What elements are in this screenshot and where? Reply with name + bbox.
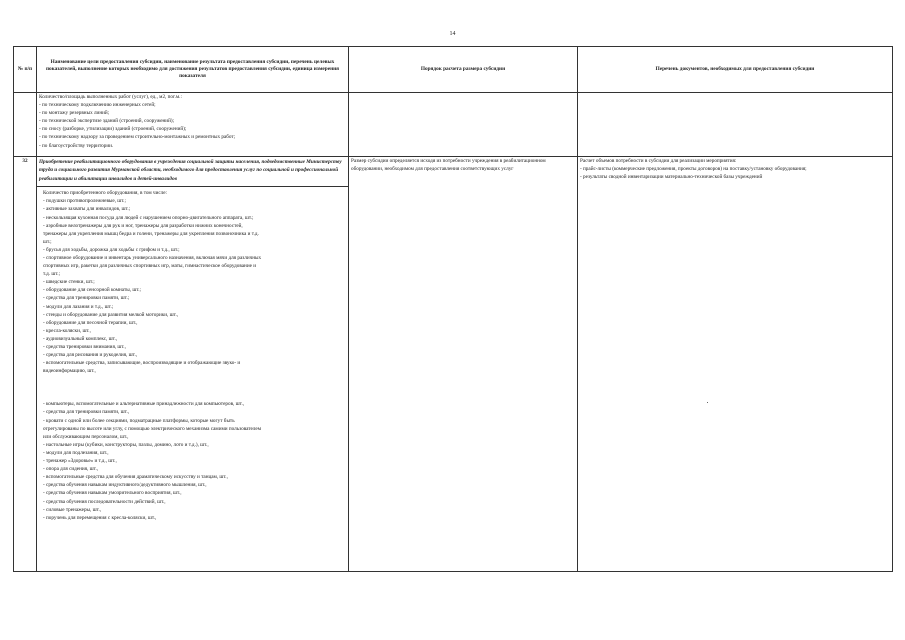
list-item: - средства для тренировки памяти, шт.;: [43, 295, 130, 302]
list-item: - по технической экспертизе зданий (строений, сооружений);: [39, 118, 175, 125]
list-item: - вспомогательные средства для обучения драматическому искусству и танцам, шт.,: [43, 474, 228, 481]
list-item: - брусья для ходьбы, дорожка для ходьбы с грифом и т.д., шт.;: [43, 246, 180, 253]
list-item: - тренажер «Здоровье» и т.д., шт.,: [43, 458, 117, 465]
list-item: - по сносу (разборке, утилизации) зданий (строений, сооружений);: [39, 126, 187, 133]
list-item: - вспомогательные средства, записывающие, воспроизводящие и отображающие звуко- и: [43, 360, 241, 367]
list-item: - оборудование для сенсорной комнаты, шт.;: [43, 287, 141, 294]
list-item: - шведские стенки, шт.;: [43, 279, 95, 286]
list-item: - средства для рисования и рукоделия, шт.,: [43, 352, 138, 359]
list-item: - опора для сидения, шт.,: [43, 466, 99, 473]
list-item: - средства обучения навыкам умозрительного восприятия, шт.,: [43, 490, 182, 497]
list-item: - кровати с одной или более секциями, подматрацные платформы, которые могут быть: [43, 417, 235, 424]
list-item: - по техническому подключению инженерных сетей;: [39, 102, 156, 109]
list-item: - подушки противопролежневые, шт.;: [43, 198, 126, 205]
cell-calc-empty: [349, 93, 578, 157]
list-item: - настольные игры (кубики, конструкторы, пазлы, домино, лото и т.д.), шт.,: [43, 441, 209, 448]
row32-indicators-a: [37, 187, 348, 375]
table-row-continued: [14, 93, 893, 157]
row32-calc: Размер субсидии определяется исходя из потребности учреждения в реабилитационном оборудовании, необходимом для предоставления соответствующих услуг: [349, 157, 578, 572]
list-item: - активные захваты для инвалидов, шт.;: [43, 206, 131, 213]
list-item: - средства обучения навыкам индуктивного/дедуктивного мышления, шт.,: [43, 482, 207, 489]
list-item: - поручень для перемещения с кресла-коляски, шт.,: [43, 514, 157, 521]
doc-item: - результаты сводной инвентаризации материально-технической базы учреждений: [580, 174, 763, 181]
list-item: - нескользящая кухонная посуда для людей с нарушением опорно-двигательного аппарата, шт.;: [43, 214, 254, 221]
list-item: - аудиовизуальный комплекс, шт.,: [43, 335, 118, 342]
list-item: т.д. шт.;: [43, 271, 61, 278]
row32-goal: Приобретение реабилитационного оборудования в учреждения социальной защиты населения, подведомственные Министерству труда и социального развития Мурманской области, необходимого для предоставления услуг по социальной и профессиональной реабилитации и абилитации инвалидов и детей-инвалидов: [39, 159, 342, 182]
list-item: - модули для лазания и т.д., шт.;: [43, 303, 114, 310]
list-item: Количество приобретенного оборудования, в том числе:: [43, 190, 167, 197]
row32-goal-cell: [37, 157, 349, 572]
list-item: - средства для тренировки памяти, шт.,: [43, 409, 130, 416]
header-calc: Порядок расчета размера субсидии: [349, 47, 578, 93]
list-item: - по благоустройству территории.: [39, 142, 114, 149]
list-item: - аэробные велотренажеры для рук и ног, тренажеры для разработки нижних конечностей,: [43, 222, 243, 229]
scan-speck: [707, 402, 708, 403]
list-item: - силовые тренажеры, шт.,: [43, 506, 102, 513]
doc-item: Расчет объемов потребности в субсидии для реализации мероприятия:: [580, 158, 737, 164]
list-item: - спортивное оборудование и инвентарь универсального назначения, включая мячи для различных: [43, 254, 262, 261]
header-number: № п/п: [14, 47, 37, 93]
table-row-32: [14, 157, 893, 572]
list-item: шт.;: [43, 238, 52, 245]
table-header-row: [14, 47, 893, 93]
list-item: видеоинформацию, шт.,: [43, 368, 96, 375]
header-docs: Перечень документов, необходимых для предоставления субсидии: [578, 47, 893, 93]
list-item: - по монтажу резервных линий;: [39, 110, 110, 117]
cell-docs-empty: [578, 93, 893, 157]
list-item: отрегулированы по высоте или углу, с помощью электрического механизма самими пользователем: [43, 425, 261, 432]
row32-docs-list: [580, 157, 890, 181]
list-item: - оборудование для песочной терапии, шт.,: [43, 319, 138, 326]
list-item: тренажеры для укрепления мышц бедра и голени, тренажеры для укрепления позвоночника и т.д.: [43, 230, 259, 237]
list-item: - модули для подлезания, шт.,: [43, 449, 109, 456]
list-item: - стенды и оборудование для развития мелкой моторики, шт.,: [43, 311, 179, 318]
continued-indicator-list: [39, 93, 346, 150]
row32-docs-cell: [578, 157, 893, 572]
list-item: Количество/площадь выполненных работ (услуг), ед., м2, пог.м.:: [39, 94, 182, 100]
list-item: - средства тренировки внимания, шт.,: [43, 344, 126, 350]
list-item: спортивных игр, ракетки для различных спортивных игр, маты, гимнастическое оборудование и: [43, 263, 256, 270]
row32-number: 32: [14, 157, 37, 572]
cell-continued-indicators: [37, 93, 349, 157]
list-item: - компьютеры, вспомогательные и альтернативные принадлежности для компьютеров, шт.,: [43, 401, 245, 408]
list-item: или обслуживающим персоналом, шт.,: [43, 433, 129, 440]
subsidy-table: [13, 46, 893, 572]
page-number: 14: [449, 31, 456, 37]
list-item: - средства обучения последовательности действий, шт.,: [43, 498, 166, 505]
list-item: - кресла-коляски, шт.,: [43, 327, 91, 334]
doc-item: - прайс-листы (коммерческие предложения, проекты договоров) на поставку/установку оборудования;: [580, 166, 807, 173]
row32-indicators-b: [37, 400, 348, 521]
header-goal: Наименование цели предоставления субсидии, наименование результата предоставления субсидии, перечень целевых показателей, выполнение которых необходимо для достижения результатов предоставления субсидии, единица измерения показателя: [37, 47, 349, 93]
cell-number-empty: [14, 93, 37, 157]
list-item: - по техническому надзору за проведением строительно-монтажных и ремонтных работ;: [39, 134, 236, 141]
